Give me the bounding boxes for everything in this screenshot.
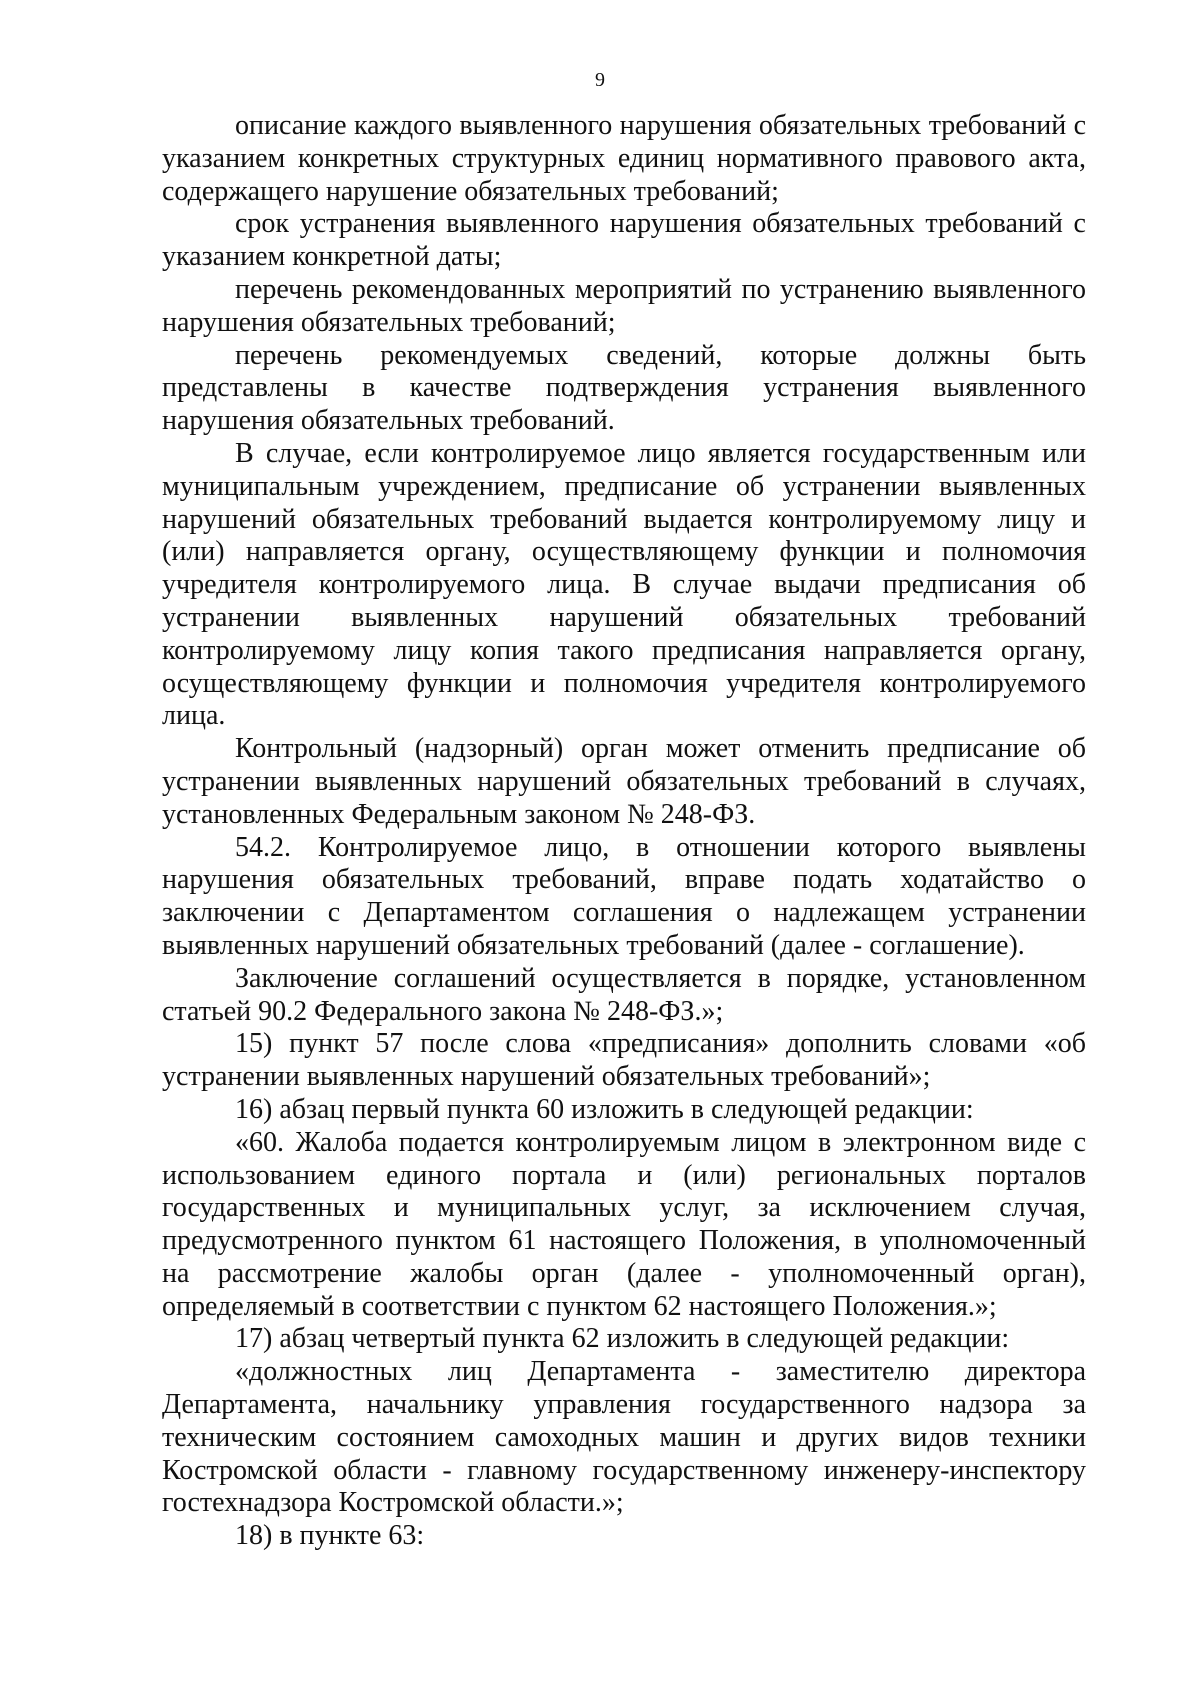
- page-number: 9: [595, 69, 605, 91]
- document-body: [162, 110, 1086, 1553]
- paragraph-item-16: 16) абзац первый пункта 60 изложить в следующей редакции:: [235, 1093, 974, 1125]
- paragraph-agreement-procedure: Заключение соглашений осуществляется в порядке, установленном статьей 90.2 Федерального закона № 248-ФЗ.»;: [162, 962, 1086, 1027]
- paragraph-recommended-information: перечень рекомендуемых сведений, которые должны быть представлены в качестве подтверждения устранения выявленного нарушения обязательных требований.: [162, 339, 1086, 437]
- paragraph-state-institution-case: В случае, если контролируемое лицо является государственным или муниципальным учреждением, предписание об устранении выявленных нарушений обязательных требований выдается контролируемому лицу и (или) направляется органу, осуществляющему функции и полномочия учредителя контролируемого лица. В случае выдачи предписания об устранении выявленных нарушений обязательных требований контролируемому лицу копия такого предписания направляется органу, осуществляющему функции и полномочия учредителя контролируемого лица.: [162, 437, 1086, 732]
- paragraph-item-18: 18) в пункте 63:: [235, 1520, 425, 1552]
- paragraph-violation-description: описание каждого выявленного нарушения обязательных требований с указанием конкретных структурных единиц нормативного правового акта, содержащего нарушение обязательных требований;: [162, 110, 1086, 207]
- paragraph-item-17: 17) абзац четвертый пункта 62 изложить в следующей редакции:: [235, 1323, 1010, 1355]
- paragraph-54-2: 54.2. Контролируемое лицо, в отношении которого выявлены нарушения обязательных требований, вправе подать ходатайство о заключении с Департаментом соглашения о надлежащем устранении выявленных нарушений обязательных требований (далее - соглашение).: [162, 831, 1086, 961]
- paragraph-clause-60: «60. Жалоба подается контролируемым лицом в электронном виде с использованием единого портала и (или) региональных порталов государственных и муниципальных услуг, за исключением случая, предусмотренного пунктом 61 настоящего Положения, в уполномоченный на рассмотрение жалобы орган (далее - уполномоченный орган), определяемый в соответствии с пунктом 62 настоящего Положения.»;: [162, 1126, 1086, 1322]
- paragraph-order-cancellation: Контрольный (надзорный) орган может отменить предписание об устранении выявленных нарушений обязательных требований в случаях, установленных Федеральным законом № 248-ФЗ.: [162, 733, 1086, 830]
- paragraph-recommended-measures: перечень рекомендованных мероприятий по устранению выявленного нарушения обязательных требований;: [162, 273, 1086, 338]
- paragraph-officials: «должностных лиц Департамента - заместителю директора Департамента, начальнику управления государственного надзора за техническим состоянием самоходных машин и других видов техники Костромской области - главному государственному инженеру-инспектору гостехнадзора Костромской области.»;: [162, 1356, 1086, 1519]
- paragraph-item-15: 15) пункт 57 после слова «предписания» дополнить словами «об устранении выявленных нарушений обязательных требований»;: [162, 1028, 1086, 1093]
- paragraph-elimination-deadline: срок устранения выявленного нарушения обязательных требований с указанием конкретной даты;: [162, 208, 1086, 273]
